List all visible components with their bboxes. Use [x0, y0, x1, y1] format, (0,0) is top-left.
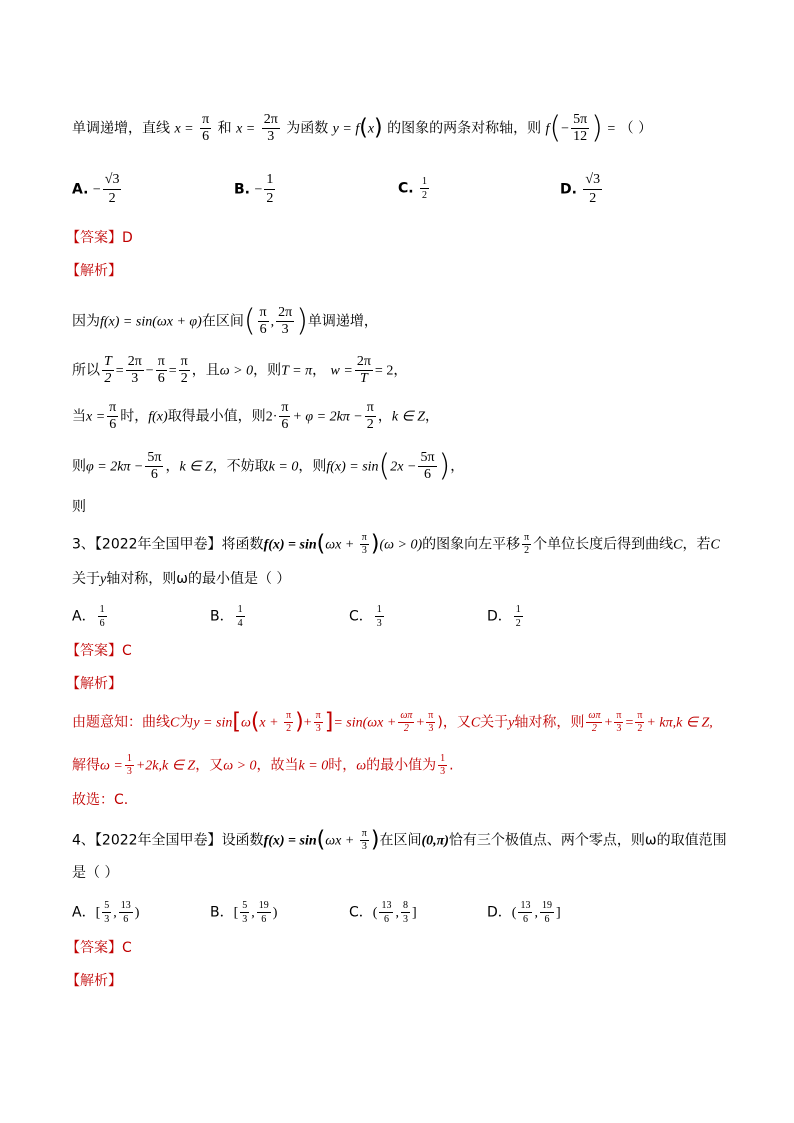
option-c[interactable]: C． $\frac{1}{3}$: [349, 604, 382, 629]
q2-solution-line-5: 则: [72, 499, 86, 515]
q3-stem-line-2: 关于y轴对称，则ω的最小值是（ ）: [72, 571, 291, 587]
option-b[interactable]: B. − $\frac{1}{2}$: [234, 172, 274, 206]
q3-stem-line-1: 3、【2022年全国甲卷】将函数f(x) = sin(ωx + $\frac{\pi}{3}$ )(ω > 0)的图象向左平移 $\frac{\pi}{2}$ 个单位长度后得到曲线C，若C: [72, 531, 720, 557]
q2-answer: 【答案】D: [66, 230, 133, 246]
option-d[interactable]: D．( $\frac{13}{6}$ , $\frac{19}{6}$ ]: [487, 900, 561, 925]
q2-stem: 单调递增，直线 x = $\frac{\pi}{6}$ 和 x = $\frac{2\pi}{3}$ 为函数 y = f(x) 的图象的两条对称轴，则 f(− $\frac{5\pi}{12}$ ) = （ ）: [72, 110, 653, 146]
q2-solution-line-2: 所以 $\frac{T}{2}$ = $\frac{2\pi}{3}$ − $\frac{\pi}{6}$ = $\frac{\pi}{2}$ ，且ω > 0，则T = π， w = $\frac{2\pi}{T}$ = 2，: [72, 354, 408, 386]
q3-solution-line-3: 故选：C.: [72, 792, 129, 808]
option-b[interactable]: B．[ $\frac{5}{3}$ , $\frac{19}{6}$ ): [210, 900, 278, 925]
q2-analysis-heading: 【解析】: [66, 263, 122, 279]
option-a[interactable]: A. − $\frac{√3}{2}$: [72, 172, 120, 206]
q4-answer: 【答案】C: [66, 940, 132, 956]
fraction: $\frac{\pi}{6}$: [202, 112, 210, 144]
q2-solution-line-4: 则φ = 2kπ − $\frac{5\pi}{6}$ ，k ∈ Z，不妨取k = 0，则f(x) = sin(2x − $\frac{5\pi}{6}$ )，: [72, 448, 465, 484]
option-a[interactable]: A．[ $\frac{5}{3}$ , $\frac{13}{6}$ ): [72, 900, 140, 925]
q4-stem-line-1: 4、【2022年全国甲卷】设函数f(x) = sin(ωx + $\frac{\pi}{3}$ )在区间(0,π)恰有三个极值点、两个零点，则ω的取值范围: [72, 827, 727, 853]
option-d[interactable]: D． $\frac{1}{2}$: [487, 604, 521, 629]
q3-analysis-heading: 【解析】: [66, 676, 122, 692]
q3-solution-line-2: 解得ω = $\frac{1}{3}$ +2k,k ∈ Z，又ω > 0，故当k = 0时，ω的最小值为 $\frac{1}{3}$ .: [72, 753, 454, 777]
q4-analysis-heading: 【解析】: [66, 973, 122, 989]
q3-answer: 【答案】C: [66, 643, 132, 659]
option-b[interactable]: B． $\frac{1}{4}$: [210, 604, 243, 629]
fraction: $\frac{2\pi}{3}$: [263, 112, 278, 144]
option-c[interactable]: C．( $\frac{13}{6}$ , $\frac{8}{3}$ ]: [349, 900, 417, 925]
option-a[interactable]: A． $\frac{1}{6}$: [72, 604, 105, 629]
q3-solution-line-1: 由题意知：曲线C为y = sin[ω(x + $\frac{\pi}{2}$ )+ $\frac{\pi}{3}$ ]= sin(ωx + $\frac{\omega\pi}{2}$ + $\frac{\pi}{3}$ )，又C关于y轴对称，则 $\frac{\omega\pi}{2}$ + $\frac{\pi}{3}$ = $\frac{\pi}{2}$ + kπ,k ∈ Z,: [72, 709, 713, 735]
q2-solution-line-3: 当x = $\frac{\pi}{6}$ 时，f(x)取得最小值，则2· $\frac{\pi}{6}$ + φ = 2kπ − $\frac{\pi}{2}$ ，k ∈ Z，: [72, 400, 440, 432]
q4-stem-line-2: 是（ ）: [72, 865, 119, 881]
fraction: $\frac{5\pi}{12}$: [573, 112, 588, 144]
option-c[interactable]: C. $\frac{1}{2}$: [398, 176, 428, 201]
option-d[interactable]: D. $\frac{√3}{2}$: [560, 172, 601, 206]
q2-solution-line-1: 因为f(x) = sin(ωx + φ)在区间( $\frac{\pi}{6}$ , $\frac{2\pi}{3}$ )单调递增，: [72, 303, 378, 339]
